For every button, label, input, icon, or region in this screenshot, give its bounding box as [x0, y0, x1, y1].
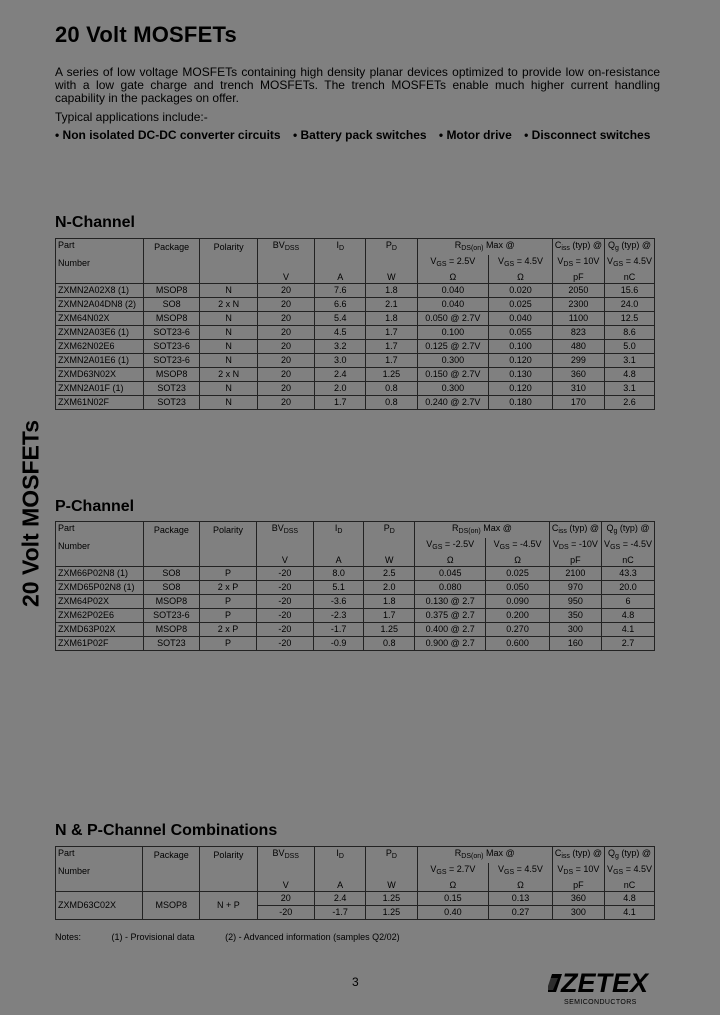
value-cell: 2 x N — [200, 368, 257, 382]
value-cell: -1.7 — [313, 623, 364, 637]
cond-qvgs: $V_{GS} = 4.5V$ — [605, 255, 655, 271]
table-row — [56, 340, 655, 354]
value-cell: N — [200, 354, 257, 368]
application-item: • Motor drive — [438, 128, 512, 142]
value-cell: 4.1 — [602, 623, 655, 637]
header-spacer — [200, 863, 257, 879]
cond-vgs1: $V_{GS} = -2.5V$ — [415, 538, 486, 554]
value-cell: 1.7 — [366, 326, 417, 340]
value-cell: 3.0 — [315, 354, 366, 368]
applications-list — [55, 128, 659, 142]
header-spacer — [200, 538, 257, 554]
value-cell: -20 — [257, 623, 314, 637]
table-row — [56, 637, 655, 651]
value-cell: 1.7 — [366, 354, 417, 368]
value-cell: 0.050 — [486, 581, 550, 595]
value-cell: 0.240 @ 2.7V — [417, 396, 489, 410]
table-row — [56, 567, 655, 581]
col-rds: $R_{DS(on)}$ Max @ — [417, 239, 552, 256]
value-cell: P — [200, 595, 257, 609]
value-cell: 360 — [552, 892, 604, 906]
value-cell: -20 — [257, 595, 314, 609]
unit-cell: nC — [605, 271, 655, 284]
value-cell: 1.7 — [366, 340, 417, 354]
value-cell: 0.050 @ 2.7V — [417, 312, 489, 326]
value-cell: 950 — [549, 595, 601, 609]
table-row — [56, 623, 655, 637]
np-channel-table — [55, 846, 655, 920]
part-number: ZXM64P02X — [56, 595, 144, 609]
value-cell: 8.0 — [313, 567, 364, 581]
value-cell: 823 — [552, 326, 604, 340]
value-cell: 0.120 — [489, 382, 553, 396]
value-cell: 2 x P — [200, 581, 257, 595]
value-cell: 2.5 — [364, 567, 415, 581]
bullet-icon: • — [524, 128, 529, 142]
header-spacer — [366, 255, 417, 271]
applications-label: Typical applications include:- — [55, 110, 208, 124]
unit-cell: nC — [605, 879, 655, 892]
col-ciss: $C_{iss}$ (typ) @ — [552, 239, 604, 256]
value-cell: 0.27 — [489, 906, 553, 920]
value-cell: 0.900 @ 2.7 — [415, 637, 486, 651]
bullet-icon: • — [438, 128, 444, 142]
page-title: 20 Volt MOSFETs — [55, 22, 237, 47]
value-cell: 2.0 — [315, 382, 366, 396]
unit-cell — [56, 554, 144, 567]
zetex-logo — [548, 962, 658, 1010]
value-cell: 4.8 — [605, 892, 655, 906]
value-cell: -3.6 — [313, 595, 364, 609]
value-cell: 0.040 — [489, 312, 553, 326]
col-id: $I_D$ — [314, 847, 365, 864]
value-cell: 43.3 — [602, 567, 655, 581]
value-cell: 0.15 — [417, 892, 489, 906]
value-cell: 0.025 — [489, 298, 553, 312]
zetex-logo-icon — [548, 962, 658, 1010]
page-number: 3 — [352, 975, 359, 989]
cond-vgs1: $V_{GS} = 2.7V$ — [417, 863, 489, 879]
unit-cell: W — [364, 554, 415, 567]
unit-cell — [200, 271, 257, 284]
col-polarity: Polarity — [200, 522, 257, 539]
value-cell: 1.8 — [366, 284, 417, 298]
part-number: ZXMD63P02X — [56, 623, 144, 637]
cond-vds: $V_{DS} = 10V$ — [552, 255, 604, 271]
unit-cell — [143, 554, 199, 567]
col-qg: $Q_g$ (typ) @ — [605, 239, 655, 256]
value-cell: 4.8 — [602, 609, 655, 623]
application-item: • Battery pack switches — [292, 128, 427, 142]
value-cell: 160 — [549, 637, 601, 651]
side-title: 20 Volt MOSFETs — [17, 420, 44, 608]
col-package: Package — [143, 522, 199, 539]
value-cell: 1.8 — [366, 312, 417, 326]
part-number: ZXMD65P02N8 (1) — [56, 581, 144, 595]
value-cell: 1100 — [552, 312, 604, 326]
col-part: Part — [56, 239, 144, 256]
value-cell: P — [200, 637, 257, 651]
col-polarity: Polarity — [200, 847, 257, 864]
col-number: Number — [56, 863, 143, 879]
header-spacer — [314, 863, 365, 879]
unit-cell: pF — [549, 554, 601, 567]
value-cell: 20 — [257, 312, 314, 326]
value-cell: SOT23 — [143, 396, 200, 410]
value-cell: -2.3 — [313, 609, 364, 623]
value-cell: 0.130 — [489, 368, 553, 382]
value-cell: 299 — [552, 354, 604, 368]
unit-cell — [143, 879, 200, 892]
value-cell: P — [200, 609, 257, 623]
value-cell: 20 — [257, 298, 314, 312]
value-cell: 0.8 — [364, 637, 415, 651]
intro-paragraph: A series of low voltage MOSFETs containing high density planar devices optimized to provide low on-resistance with a low gate charge and trench MOSFETs. The trench MOSFETs enable much higher current handling capability in the packages on offer. — [55, 65, 660, 105]
table-row — [56, 368, 655, 382]
unit-cell — [143, 271, 200, 284]
value-cell: MSOP8 — [143, 368, 200, 382]
value-cell: 0.040 — [417, 284, 489, 298]
value-cell: N — [200, 326, 257, 340]
value-cell: 360 — [552, 368, 604, 382]
unit-cell: W — [366, 271, 417, 284]
unit-cell: pF — [552, 271, 604, 284]
table-row — [56, 396, 655, 410]
value-cell: 0.040 — [417, 298, 489, 312]
part-number: ZXMN2A01F (1) — [56, 382, 144, 396]
n-channel-title: N-Channel — [55, 214, 135, 231]
value-cell: 0.100 — [489, 340, 553, 354]
value-cell: 0.300 — [417, 354, 489, 368]
value-cell: 20 — [257, 354, 314, 368]
col-qg: $Q_g$ (typ) @ — [602, 522, 655, 539]
table-row — [56, 609, 655, 623]
bullet-icon: • — [55, 128, 60, 142]
value-cell: MSOP8 — [143, 284, 200, 298]
col-id: $I_D$ — [315, 239, 366, 256]
value-cell: 1.8 — [364, 595, 415, 609]
value-cell: P — [200, 567, 257, 581]
header-spacer — [143, 863, 200, 879]
unit-cell — [200, 554, 257, 567]
value-cell: 2300 — [552, 298, 604, 312]
cond-vgs2: $V_{GS} = 4.5V$ — [489, 863, 553, 879]
value-cell: 24.0 — [605, 298, 655, 312]
value-cell: SOT23 — [143, 637, 199, 651]
value-cell: 2.1 — [366, 298, 417, 312]
col-qg: $Q_g$ (typ) @ — [605, 847, 655, 864]
value-cell: SOT23-6 — [143, 340, 200, 354]
header-spacer — [313, 538, 364, 554]
value-cell: 2 x P — [200, 623, 257, 637]
value-cell: 20 — [257, 396, 314, 410]
header-spacer — [364, 538, 415, 554]
table-row — [56, 312, 655, 326]
value-cell: 0.200 — [486, 609, 550, 623]
part-number: ZXM62P02E6 — [56, 609, 144, 623]
value-cell: 0.080 — [415, 581, 486, 595]
value-cell: 970 — [549, 581, 601, 595]
table-row — [56, 581, 655, 595]
value-cell: 2100 — [549, 567, 601, 581]
application-item: • Non isolated DC-DC converter circuits — [55, 128, 281, 142]
value-cell: MSOP8 — [143, 623, 199, 637]
value-cell: 0.180 — [489, 396, 553, 410]
col-rds: $R_{DS(on)}$ Max @ — [415, 522, 550, 539]
value-cell: N — [200, 396, 257, 410]
logo-name: ZETEX — [561, 968, 649, 998]
part-number: ZXM62N02E6 — [56, 340, 144, 354]
part-number: ZXMN2A03E6 (1) — [56, 326, 144, 340]
header-spacer — [366, 863, 417, 879]
unit-cell: Ω — [486, 554, 550, 567]
value-cell: 0.120 — [489, 354, 553, 368]
unit-cell: Ω — [415, 554, 486, 567]
value-cell: 7.6 — [315, 284, 366, 298]
value-cell: -0.9 — [313, 637, 364, 651]
value-cell: SOT23-6 — [143, 609, 199, 623]
unit-cell: A — [314, 879, 365, 892]
unit-cell: nC — [602, 554, 655, 567]
value-cell: N + P — [200, 892, 257, 920]
value-cell: 2.4 — [314, 892, 365, 906]
value-cell: 0.270 — [486, 623, 550, 637]
value-cell: 480 — [552, 340, 604, 354]
header-spacer — [143, 255, 200, 271]
col-part: Part — [56, 847, 143, 864]
value-cell: 2.7 — [602, 637, 655, 651]
col-pd: $P_D$ — [366, 239, 417, 256]
value-cell: 3.1 — [605, 382, 655, 396]
p-channel-table — [55, 521, 655, 651]
table-row — [56, 892, 655, 906]
unit-cell: pF — [552, 879, 604, 892]
cond-vds: $V_{DS} = 10V$ — [552, 863, 604, 879]
value-cell: 4.1 — [605, 906, 655, 920]
value-cell: MSOP8 — [143, 892, 200, 920]
table-row — [56, 354, 655, 368]
unit-cell: Ω — [417, 271, 489, 284]
value-cell: -20 — [257, 581, 314, 595]
value-cell: 170 — [552, 396, 604, 410]
value-cell: 1.25 — [366, 368, 417, 382]
part-number: ZXMD63N02X — [56, 368, 144, 382]
cond-qvgs: $V_{GS} = -4.5V$ — [602, 538, 655, 554]
value-cell: 2 x N — [200, 298, 257, 312]
value-cell: 2.4 — [315, 368, 366, 382]
unit-cell: V — [257, 271, 314, 284]
value-cell: 3.2 — [315, 340, 366, 354]
value-cell: 5.4 — [315, 312, 366, 326]
unit-cell: W — [366, 879, 417, 892]
value-cell: 8.6 — [605, 326, 655, 340]
part-number: ZXM64N02X — [56, 312, 144, 326]
value-cell: 20 — [257, 284, 314, 298]
col-number: Number — [56, 538, 144, 554]
header-spacer — [143, 538, 199, 554]
value-cell: 20.0 — [602, 581, 655, 595]
col-ciss: $C_{iss}$ (typ) @ — [552, 847, 604, 864]
logo-tagline: SEMICONDUCTORS — [564, 999, 637, 1006]
value-cell: -20 — [257, 906, 314, 920]
col-rds: $R_{DS(on)}$ Max @ — [417, 847, 552, 864]
col-pd: $P_D$ — [364, 522, 415, 539]
value-cell: 1.25 — [364, 623, 415, 637]
value-cell: 0.8 — [366, 396, 417, 410]
col-part: Part — [56, 522, 144, 539]
value-cell: 2050 — [552, 284, 604, 298]
value-cell: SO8 — [143, 298, 200, 312]
value-cell: 6.6 — [315, 298, 366, 312]
value-cell: 0.130 @ 2.7 — [415, 595, 486, 609]
unit-cell: Ω — [489, 271, 553, 284]
col-package: Package — [143, 847, 200, 864]
value-cell: 20 — [257, 382, 314, 396]
table-row — [56, 382, 655, 396]
part-number: ZXM66P02N8 (1) — [56, 567, 144, 581]
value-cell: 5.1 — [313, 581, 364, 595]
value-cell: N — [200, 340, 257, 354]
np-channel-title: N & P-Channel Combinations — [55, 822, 278, 839]
value-cell: 0.375 @ 2.7 — [415, 609, 486, 623]
unit-cell — [56, 271, 144, 284]
col-polarity: Polarity — [200, 239, 257, 256]
value-cell: 0.090 — [486, 595, 550, 609]
unit-cell — [56, 879, 143, 892]
part-number: ZXMN2A01E6 (1) — [56, 354, 144, 368]
value-cell: 0.045 — [415, 567, 486, 581]
value-cell: -1.7 — [314, 906, 365, 920]
value-cell: SOT23-6 — [143, 326, 200, 340]
value-cell: 20 — [257, 368, 314, 382]
col-pd: $P_D$ — [366, 847, 417, 864]
value-cell: 4.5 — [315, 326, 366, 340]
value-cell: 5.0 — [605, 340, 655, 354]
p-channel-title: P-Channel — [55, 498, 135, 515]
col-bvdss: $BV_{DSS}$ — [257, 847, 314, 864]
part-number: ZXMD63C02X — [56, 892, 143, 920]
value-cell: 0.40 — [417, 906, 489, 920]
value-cell: MSOP8 — [143, 595, 199, 609]
unit-cell: A — [315, 271, 366, 284]
value-cell: 15.6 — [605, 284, 655, 298]
value-cell: 0.100 — [417, 326, 489, 340]
value-cell: 0.300 — [417, 382, 489, 396]
col-ciss: $C_{iss}$ (typ) @ — [549, 522, 601, 539]
unit-cell: V — [257, 554, 314, 567]
note-2: (2) - Advanced information (samples Q2/02) — [225, 932, 400, 942]
unit-cell — [200, 879, 257, 892]
table-row — [56, 284, 655, 298]
value-cell: 20 — [257, 340, 314, 354]
value-cell: SOT23 — [143, 382, 200, 396]
value-cell: 0.025 — [486, 567, 550, 581]
col-bvdss: $BV_{DSS}$ — [257, 239, 314, 256]
value-cell: SO8 — [143, 567, 199, 581]
part-number: ZXMN2A04DN8 (2) — [56, 298, 144, 312]
value-cell: 4.8 — [605, 368, 655, 382]
note-1: (1) - Provisional data — [111, 932, 195, 942]
part-number: ZXM61N02F — [56, 396, 144, 410]
header-spacer — [200, 255, 257, 271]
value-cell: 12.5 — [605, 312, 655, 326]
value-cell: 20 — [257, 892, 314, 906]
value-cell: SO8 — [143, 581, 199, 595]
table-row — [56, 595, 655, 609]
unit-cell: Ω — [417, 879, 489, 892]
value-cell: 20 — [257, 326, 314, 340]
value-cell: 1.7 — [364, 609, 415, 623]
value-cell: 300 — [549, 623, 601, 637]
part-number: ZXM61P02F — [56, 637, 144, 651]
value-cell: 1.7 — [315, 396, 366, 410]
cond-vgs1: $V_{GS} = 2.5V$ — [417, 255, 489, 271]
value-cell: 6 — [602, 595, 655, 609]
cond-qvgs: $V_{GS} = 4.5V$ — [605, 863, 655, 879]
application-item: • Disconnect switches — [524, 128, 651, 142]
notes — [55, 932, 428, 942]
value-cell: 1.25 — [366, 906, 417, 920]
value-cell: 3.1 — [605, 354, 655, 368]
value-cell: 0.150 @ 2.7V — [417, 368, 489, 382]
value-cell: 2.6 — [605, 396, 655, 410]
value-cell: 1.25 — [366, 892, 417, 906]
value-cell: N — [200, 382, 257, 396]
value-cell: 0.13 — [489, 892, 553, 906]
header-spacer — [257, 863, 314, 879]
value-cell: 0.8 — [366, 382, 417, 396]
part-number: ZXMN2A02X8 (1) — [56, 284, 144, 298]
value-cell: 2.0 — [364, 581, 415, 595]
value-cell: -20 — [257, 637, 314, 651]
value-cell: 300 — [552, 906, 604, 920]
value-cell: 310 — [552, 382, 604, 396]
n-channel-table — [55, 238, 655, 410]
table-row — [56, 326, 655, 340]
unit-cell: Ω — [489, 879, 553, 892]
header-spacer — [257, 538, 314, 554]
header-spacer — [257, 255, 314, 271]
value-cell: 0.400 @ 2.7 — [415, 623, 486, 637]
value-cell: -20 — [257, 567, 314, 581]
value-cell: 0.055 — [489, 326, 553, 340]
col-package: Package — [143, 239, 200, 256]
header-spacer — [315, 255, 366, 271]
value-cell: 0.125 @ 2.7V — [417, 340, 489, 354]
cond-vds: $V_{DS} = -10V$ — [549, 538, 601, 554]
value-cell: MSOP8 — [143, 312, 200, 326]
notes-label: Notes: — [55, 932, 82, 942]
value-cell: -20 — [257, 609, 314, 623]
cond-vgs2: $V_{GS} = -4.5V$ — [486, 538, 550, 554]
cond-vgs2: $V_{GS} = 4.5V$ — [489, 255, 553, 271]
table-row — [56, 298, 655, 312]
value-cell: 350 — [549, 609, 601, 623]
unit-cell: A — [313, 554, 364, 567]
col-bvdss: $BV_{DSS}$ — [257, 522, 314, 539]
col-id: $I_D$ — [313, 522, 364, 539]
value-cell: N — [200, 312, 257, 326]
value-cell: SOT23-6 — [143, 354, 200, 368]
value-cell: 0.020 — [489, 284, 553, 298]
unit-cell: V — [257, 879, 314, 892]
value-cell: 0.600 — [486, 637, 550, 651]
col-number: Number — [56, 255, 144, 271]
value-cell: N — [200, 284, 257, 298]
bullet-icon: • — [292, 128, 298, 142]
